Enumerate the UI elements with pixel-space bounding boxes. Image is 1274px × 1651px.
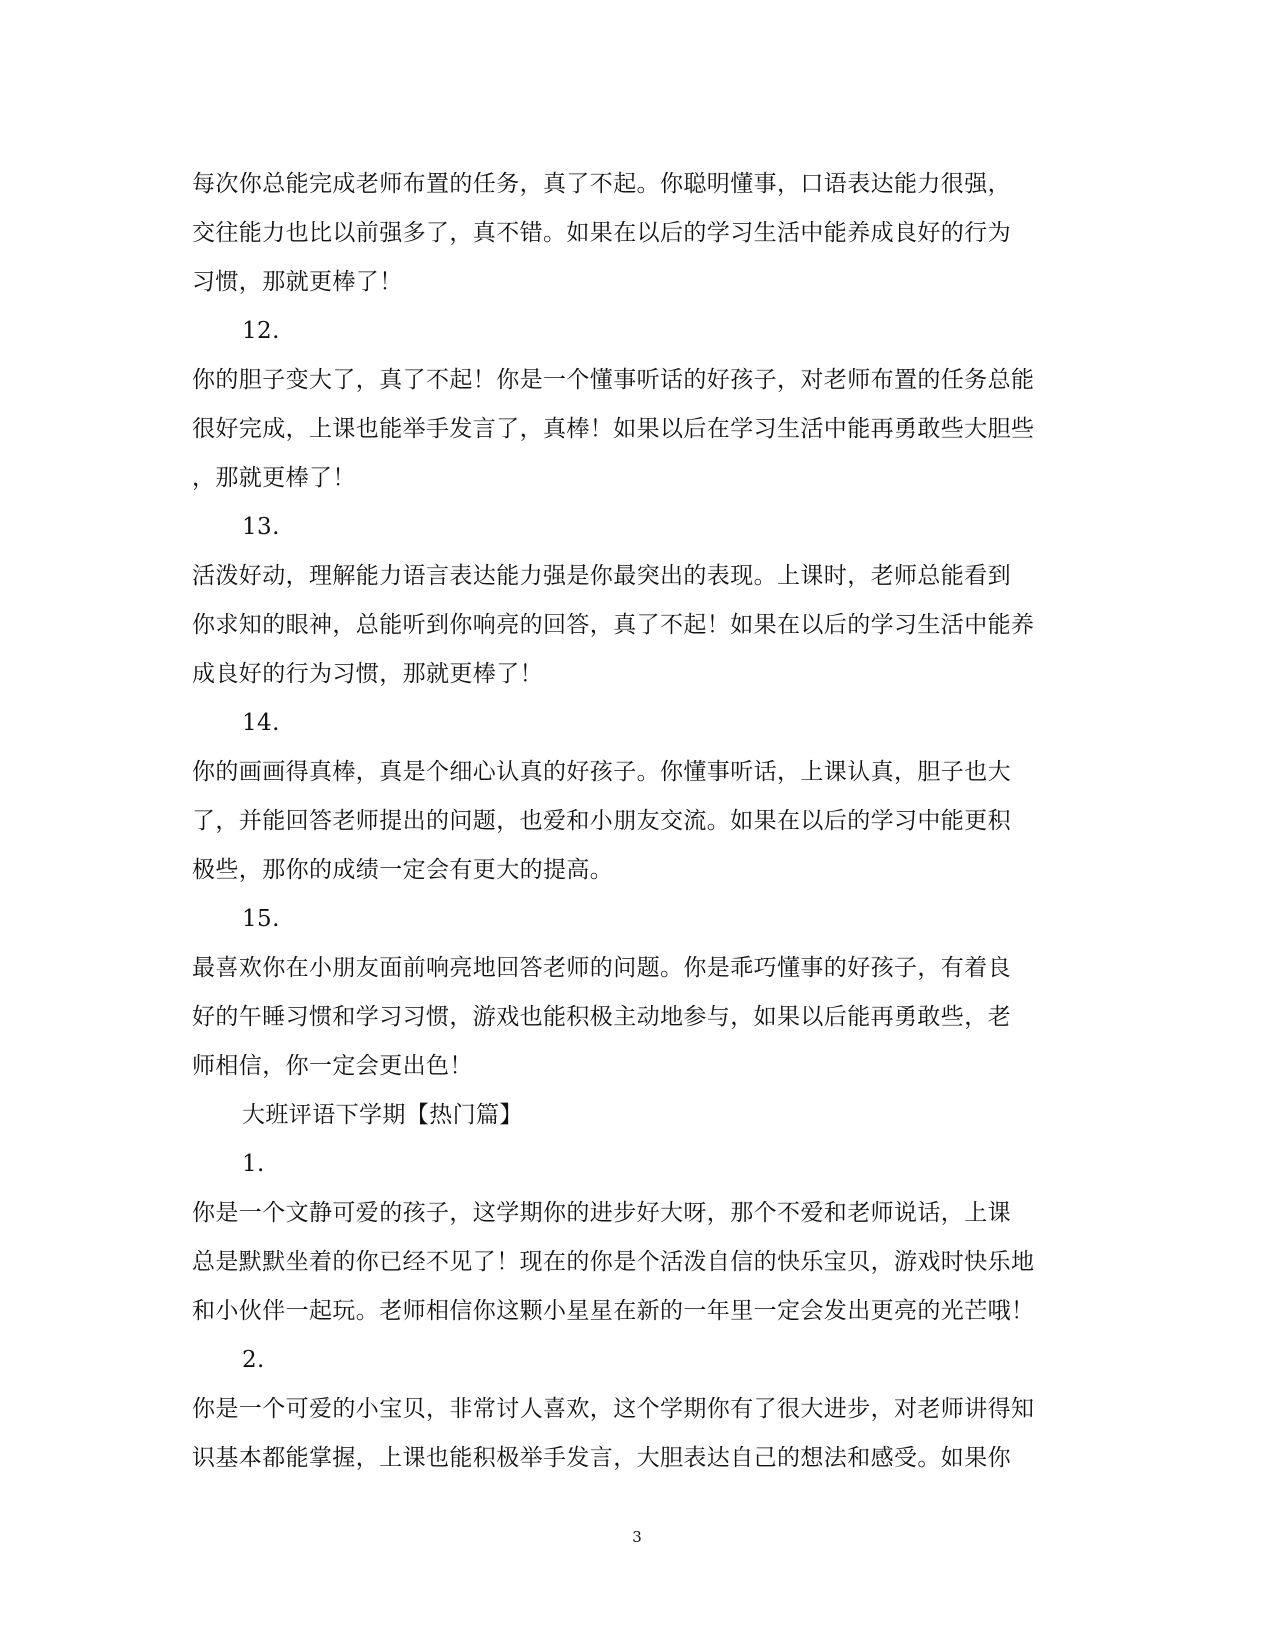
- body-text-line: 你求知的眼神，总能听到你响亮的回答，真了不起！如果在以后的学习生活中能养: [192, 612, 1035, 638]
- body-text-line: 师相信，你一定会更出色！: [192, 1053, 473, 1079]
- body-text-line: 很好完成，上课也能举手发言了，真棒！如果以后在学习生活中能再勇敢些大胆些: [192, 416, 1035, 442]
- body-text-line: 你是一个可爱的小宝贝，非常讨人喜欢，这个学期你有了很大进步，对老师讲得知: [192, 1396, 1035, 1422]
- body-text-line: 你是一个文静可爱的孩子，这学期你的进步好大呀，那个不爱和老师说话，上课: [192, 1200, 1011, 1226]
- body-text-line: 成良好的行为习惯，那就更棒了！: [192, 661, 543, 687]
- body-text-line: 习惯，那就更棒了！: [192, 269, 403, 295]
- body-text-line: 每次你总能完成老师布置的任务，真了不起。你聪明懂事，口语表达能力很强，: [192, 171, 1011, 197]
- body-text-line: 了，并能回答老师提出的问题，也爱和小朋友交流。如果在以后的学习中能更积: [192, 808, 1011, 834]
- body-text-line: 和小伙伴一起玩。老师相信你这颗小星星在新的一年里一定会发出更亮的光芒哦！: [192, 1298, 1035, 1324]
- body-text-line: 极些，那你的成绩一定会有更大的提高。: [192, 857, 614, 883]
- body-text-line: ，那就更棒了！: [192, 465, 356, 491]
- body-text-line: 识基本都能掌握，上课也能积极举手发言，大胆表达自己的想法和感受。如果你: [192, 1445, 1011, 1471]
- item-number: 2.: [242, 1347, 265, 1373]
- body-text-line: 总是默默坐着的你已经不见了！现在的你是个活泼自信的快乐宝贝，游戏时快乐地: [192, 1249, 1035, 1275]
- body-text-line: 活泼好动，理解能力语言表达能力强是你最突出的表现。上课时，老师总能看到: [192, 563, 1011, 589]
- section-heading: 大班评语下学期【热门篇】: [242, 1102, 523, 1128]
- item-number: 14.: [242, 710, 280, 736]
- body-text-line: 交往能力也比以前强多了，真不错。如果在以后的学习生活中能养成良好的行为: [192, 220, 1011, 246]
- page-number: 3: [632, 1528, 642, 1546]
- item-number: 12.: [242, 318, 280, 344]
- item-number: 15.: [242, 906, 280, 932]
- document-body: [192, 160, 1084, 1483]
- item-number: 1.: [242, 1151, 265, 1177]
- item-number: 13.: [242, 514, 280, 540]
- body-text-line: 你的画画得真棒，真是个细心认真的好孩子。你懂事听话，上课认真，胆子也大: [192, 759, 1011, 785]
- body-text-line: 最喜欢你在小朋友面前响亮地回答老师的问题。你是乖巧懂事的好孩子，有着良: [192, 955, 1011, 981]
- body-text-line: 好的午睡习惯和学习习惯，游戏也能积极主动地参与，如果以后能再勇敢些，老: [192, 1004, 1011, 1030]
- body-text-line: 你的胆子变大了，真了不起！你是一个懂事听话的好孩子，对老师布置的任务总能: [192, 367, 1035, 393]
